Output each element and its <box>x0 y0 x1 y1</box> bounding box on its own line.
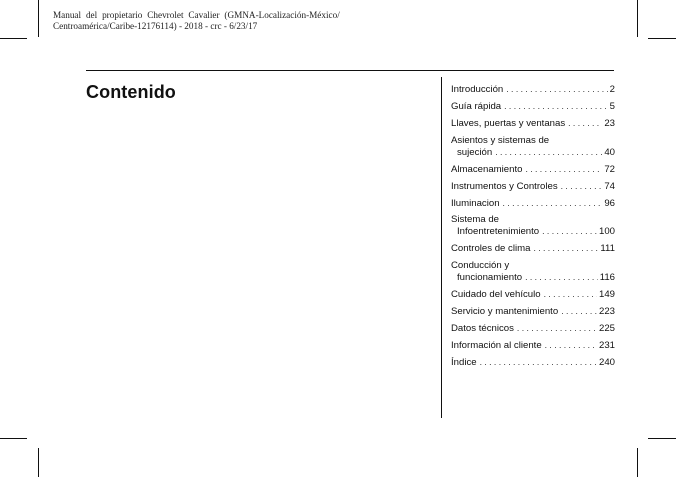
crop-mark <box>648 38 676 39</box>
toc-entry-page: 149 <box>598 288 615 300</box>
toc-entry[interactable] <box>451 101 615 113</box>
toc-entry-label: Cuidado del vehículo <box>451 288 541 300</box>
toc-leader-dots <box>544 289 597 301</box>
toc-entry-page: 225 <box>598 322 615 334</box>
toc-entry-page: 72 <box>604 163 615 175</box>
toc-entry-label: Controles de clima <box>451 243 531 255</box>
toc-entry[interactable] <box>451 323 615 335</box>
table-of-contents <box>451 84 615 374</box>
crop-mark <box>637 0 638 37</box>
toc-leader-dots <box>542 226 597 238</box>
toc-entry-page: 116 <box>599 271 615 283</box>
toc-entry[interactable] <box>451 135 615 158</box>
toc-entry-label: Introducción <box>451 84 504 95</box>
toc-entry-label: Iluminacion <box>451 197 500 209</box>
toc-leader-dots <box>545 340 597 352</box>
toc-leader-dots <box>506 84 607 96</box>
running-header-line-1: Manual del propietario Chevrolet Cavalier (GMNA-Localización-México/ <box>53 10 340 20</box>
toc-leader-dots <box>533 243 598 255</box>
toc-leader-dots <box>525 164 602 176</box>
toc-entry-page: 5 <box>609 100 615 112</box>
page-title: Contenido <box>86 82 176 102</box>
toc-leader-dots <box>480 357 597 369</box>
column-divider <box>441 77 442 418</box>
crop-mark <box>38 448 39 477</box>
toc-entry-label: Almacenamiento <box>451 163 523 175</box>
toc-entry-page: 231 <box>598 339 615 351</box>
toc-entry-label: funcionamiento <box>457 271 523 283</box>
toc-leader-dots <box>525 272 598 284</box>
toc-entry[interactable] <box>451 181 615 193</box>
toc-entry-label: Servicio y mantenimiento <box>451 305 559 317</box>
toc-entry-page: 223 <box>598 305 615 317</box>
toc-entry[interactable] <box>451 118 615 130</box>
toc-entry[interactable] <box>451 214 615 237</box>
toc-entry-label: Guía rápida <box>451 100 502 112</box>
toc-entry[interactable] <box>451 340 615 352</box>
toc-leader-dots <box>568 118 602 130</box>
toc-entry-page: 2 <box>609 84 615 95</box>
toc-entry-page: 40 <box>604 146 615 158</box>
toc-leader-dots <box>504 101 608 113</box>
toc-entry[interactable] <box>451 198 615 210</box>
toc-leader-dots <box>561 306 597 318</box>
toc-entry-page: 240 <box>598 356 615 368</box>
toc-entry[interactable] <box>451 243 615 255</box>
toc-entry-label: Datos técnicos <box>451 322 514 334</box>
crop-mark <box>0 438 27 439</box>
toc-leader-dots <box>495 147 602 159</box>
toc-entry-label: Conducción y <box>451 260 510 272</box>
toc-entry-page: 100 <box>598 226 615 238</box>
toc-leader-dots <box>561 181 603 193</box>
top-rule <box>86 70 614 71</box>
running-header-line-2: Centroamérica/Caribe-12176114) - 2018 - crc - 6/23/17 <box>53 21 258 31</box>
toc-entry[interactable] <box>451 306 615 318</box>
toc-entry-page: 74 <box>604 180 615 192</box>
toc-entry[interactable] <box>451 260 615 283</box>
toc-entry[interactable] <box>451 84 615 96</box>
toc-entry-page: 111 <box>600 243 615 255</box>
toc-entry-label: Instrumentos y Controles <box>451 180 558 192</box>
toc-leader-dots <box>503 198 603 210</box>
toc-entry-label: Infoentretenimiento <box>457 226 540 238</box>
toc-entry-label: Índice <box>451 356 477 368</box>
toc-entry-page: 23 <box>604 117 615 129</box>
toc-entry-label: Asientos y sistemas de <box>451 134 550 146</box>
crop-mark <box>648 438 676 439</box>
crop-mark <box>38 0 39 37</box>
toc-entry-label: Sistema de <box>451 214 499 226</box>
toc-entry-label: sujeción <box>457 146 493 158</box>
crop-mark <box>637 448 638 477</box>
toc-entry-label: Llaves, puertas y ventanas <box>451 117 566 129</box>
crop-mark <box>0 38 27 39</box>
toc-entry[interactable] <box>451 289 615 301</box>
running-header <box>53 10 353 32</box>
toc-entry[interactable] <box>451 357 615 369</box>
toc-entry[interactable] <box>451 164 615 176</box>
toc-entry-label: Información al cliente <box>451 339 542 351</box>
toc-leader-dots <box>517 323 597 335</box>
toc-entry-page: 96 <box>604 197 615 209</box>
